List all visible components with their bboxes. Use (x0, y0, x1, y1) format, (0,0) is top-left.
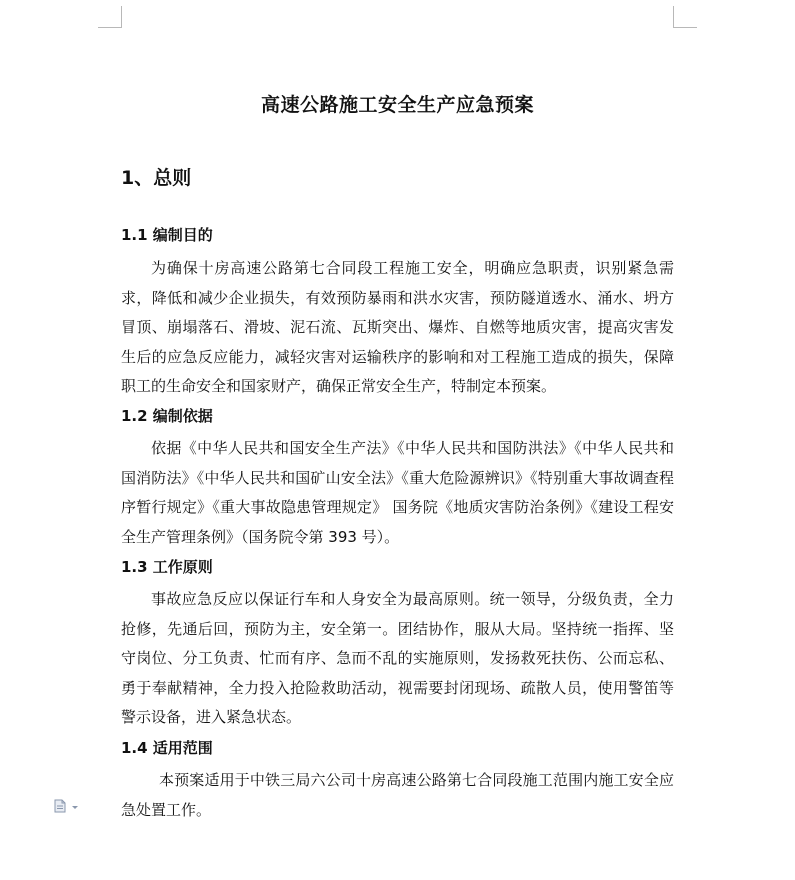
crop-mark-top-left-vertical (121, 6, 122, 28)
subsection-heading-principles: 1.3 工作原则 (121, 558, 213, 576)
paragraph-principles: 事故应急反应以保证行车和人身安全为最高原则。统一领导，分级负责，全力抢修，先通后回，预防为主，安全第一。团结协作，服从大局。坚持统一指挥、坚守岗位、分工负责、忙而有序、急而不乱的实施原则，发扬救死扶伤、公而忘私、勇于奉献精神，全力投入抢险救助活动，视需要封闭现场、疏散人员，使用警笛等警示设备，进入紧急状态。 (121, 590, 674, 726)
crop-mark-top-left-horizontal (98, 27, 122, 28)
subsection-heading-basis: 1.2 编制依据 (121, 407, 213, 425)
crop-mark-top-right-vertical (673, 6, 674, 28)
document-icon[interactable] (53, 798, 83, 812)
subsection-heading-purpose: 1.1 编制目的 (121, 226, 213, 244)
paragraph-scope: 本预案适用于中铁三局六公司十房高速公路第七合同段施工范围内施工安全应急处置工作。 (121, 771, 674, 819)
paragraph-purpose: 为确保十房高速公路第七合同段工程施工安全，明确应急职责，识别紧急需求，降低和减少企业损失，有效预防暴雨和洪水灾害，预防隧道透水、涌水、坍方冒顶、崩塌落石、滑坡、泥石流、瓦斯突出、爆炸、自燃等地质灾害，提高灾害发生后的应急反应能力，减轻灾害对运输秩序的影响和对工程施工造成的损失，保障职工的生命安全和国家财产，确保正常安全生产，特制定本预案。 (121, 259, 674, 395)
paragraph-basis: 依据《中华人民共和国安全生产法》《中华人民共和国防洪法》《中华人民共和国消防法》《中华人民共和国矿山安全法》《重大危险源辨识》《特别重大事故调查程序暂行规定》《重大事故隐患管理规定》 国务院《地质灾害防治条例》《建设工程安全生产管理条例》（国务院令第 393 号）。 (121, 439, 674, 546)
document-title: 高速公路施工安全生产应急预案 (260, 94, 534, 116)
subsection-heading-scope: 1.4 适用范围 (121, 739, 213, 757)
crop-mark-top-right-horizontal (673, 27, 697, 28)
section-heading-general: 1、总则 (121, 167, 192, 189)
